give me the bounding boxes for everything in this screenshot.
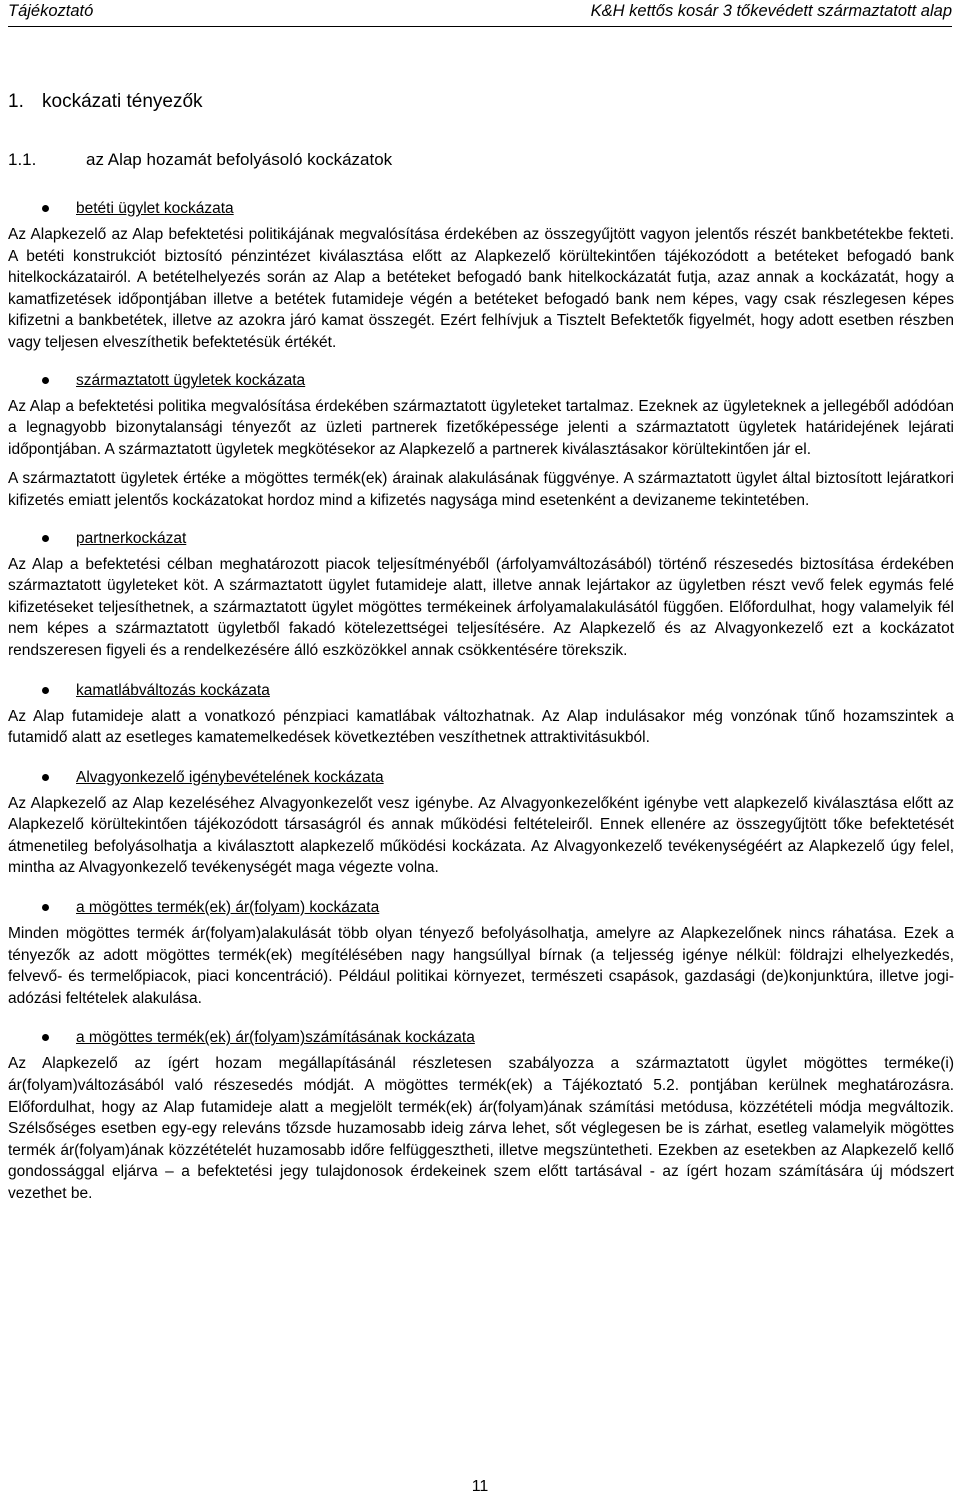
paragraph: Az Alap a befektetési politika megvalósítása érdekében származtatott ügyleteket tartalmaz. Ezeknek az ügyleteknek a jellegéből adódóan a legnagyobb bizonytalansági tényezőt az üzleti partnerek fizetőképessége jelenti a származtatott ügyletek határidejének lejárati időpontjában. A származtatott ügyletek megkötésekor az Alapkezelő a partnerek kiválasztásakor körültekintően jár el. [8,397,954,458]
paragraph: Az Alap a befektetési célban meghatározott piacok teljesítményéből (árfolyamváltozásából) történő részesedés biztosítása érdekében származtatott ügyleteket köt. A származtatott ügylet futamideje alatt, illetve annak lejártakor az ügyletben részt vevő felek egymás felé kifizetéseket teljesíthetnek, a származtatott ügylet mögöttes termékeinek árfolyamalakulásától függően. Előfordulhat, hogy valamelyik fél nem képes a származtatott ügyletből fakadó kötelezettségei teljesítésére. Az Alapkezelő és az Alvagyonkezelő ezt a kockázatot rendszeresen figyeli és a rendelkezésére álló eszközökkel annak csökkentésére törekszik. [8,555,954,659]
risk-section-deposit [8,198,954,354]
risk-title: partnerkockázat [76,529,187,547]
section-heading-number: 1. [8,91,24,112]
bullet-icon [42,205,49,212]
section-heading-text: kockázati tényezők [42,91,203,112]
paragraph: A származtatott ügyletek értéke a mögöttes termék(ek) árainak alakulásának függvénye. A származtatott ügylet által biztosított lejáratkori kifizetés emiatt jelentős kockázatokat hordoz mind a kifizetés nagysága mind esetenként a devizaneme tekintetében. [8,470,954,509]
risk-section-counterparty [8,528,954,662]
bullet-item [8,897,954,919]
bullet-icon [42,377,49,384]
bullet-item [8,370,954,392]
header-document-type: Tájékoztató [8,2,94,20]
risk-section-derivatives [8,370,954,512]
page-number: 11 [471,1478,489,1495]
subsection-heading-number: 1.1. [8,150,37,169]
risk-section-price-calculation [8,1027,954,1204]
subsection-heading [8,150,392,170]
section-heading [8,91,203,113]
bullet-icon [42,774,49,781]
risk-title: a mögöttes termék(ek) ár(folyam)számításának kockázata [76,1029,475,1047]
paragraph: Az Alapkezelő az Alap befektetési politikájának megvalósítása érdekében az összegyűjtött vagyon jelentős részét bankbetétekbe fekteti. A betéti konstrukciót biztosító pénzintézet kiválasztása előtt az Alapkezelő körültekintően tájékozódott a betéteket befogadó bank hitelkockázatairól. A betételhelyezés során az Alap a betéteket befogadó bank hitelkockázatát futja, azaz annak a kockázatát, hogy a kamatfizetések időpontjában illetve a betétek futamideje végén a betéteket befogadó bank nem képes, vagy csak részlegesen képes kifizetni a bankbetétek, illetve az azokra járó kamat összegét. Ezért felhívjuk a Tisztelt Befektetők figyelmét, hogy adott esetben részben vagy teljesen elveszíthetik befektetésük értékét. [8,226,954,351]
bullet-item [8,767,954,789]
risk-section-sub-manager [8,767,954,879]
page-header [8,0,952,27]
risk-title: Alvagyonkezelő igénybevételének kockázata [76,768,384,786]
paragraph: Minden mögöttes termék ár(folyam)alakulását több olyan tényező befolyásolhatja, amelyre az Alapkezelőnek nincs ráhatása. Ezek a tényezők az adott mögöttes termék(ek) megítélésében nagy hangsúllyal bírnak (a teljesség igénye nélkül: földrajzi elhelyezkedés, felvevő- és termelőpiacok, piaci koncentráció). Például politikai környezet, természeti csapások, gazdasági (de)konjunktúra, illetve jogi-adózási feltételek alakulása. [8,925,954,1007]
header-fund-name: K&H kettős kosár 3 tőkevédett származtatott alap [590,2,952,20]
risk-section-underlying-price [8,897,954,1009]
paragraph: Az Alap futamideje alatt a vonatkozó pénzpiaci kamatlábak változhatnak. Az Alap indulásakor még vonzónak tűnő hozamszintek a futamidő alatt az esetleges kamatemelkedések következtében veszíthetnek attraktivitásukból. [8,707,954,747]
risk-title: a mögöttes termék(ek) ár(folyam) kockázata [76,899,380,917]
bullet-item [8,528,954,550]
risk-title: származtatott ügyletek kockázata [76,371,306,389]
paragraph: Az Alapkezelő az Alap kezeléséhez Alvagyonkezelőt vesz igénybe. Az Alvagyonkezelőként igénybe vett alapkezelő kiválasztása előtt az Alapkezelő körültekintően tájékozódott társaságról és annak működési feltételeiről. Ennek ellenére az összegyűjtött tőke befektetését átmenetileg befolyásolhatja a kiválasztott alapkezelő működési kockázata. Az Alvagyonkezelő tevékenységéért az Alapkezelő úgy felel, mintha az Alvagyonkezelő tevékenységét maga végezte volna. [8,794,954,877]
bullet-item [8,680,954,702]
paragraph: Az Alapkezelő az ígért hozam megállapításánál részletesen szabályozza a származtatott ügylet mögöttes terméke(i) ár(folyam)változásából való részesedés módját. A mögöttes termék(ek) a Tájékoztató 5.2. pontjában kerülnek meghatározásra. Előfordulhat, hogy az Alap futamideje alatt a megjelölt termék(ek) ár(folyam)ának számítási metódusa, közzétételi módja megváltozik. Szélsőséges esetben egy-egy releváns tőzsde huzamosabb ideig zárva lehet, sőt véglegesen be is zárhat, esetleg valamelyik mögöttes termék ár(folyam)ának közzétételét huzamosabb időre felfüggesztheti, illetve megszüntetheti. Ezekben az esetekben az Alapkezelő kellő gondossággal eljárva – a befektetési jegy tulajdonosok érdekeinek szem előtt tartásával - az ígért hozam számítására új módszert vezethet be. [8,1055,954,1202]
risk-section-interest-rate [8,680,954,749]
subsection-heading-text: az Alap hozamát befolyásoló kockázatok [86,150,393,169]
bullet-icon [42,904,49,911]
bullet-item [8,198,954,220]
bullet-icon [42,1034,49,1041]
bullet-item [8,1027,954,1049]
document-body [8,198,954,1205]
risk-title: kamatlábváltozás kockázata [76,681,270,699]
bullet-icon [42,535,49,542]
risk-title: betéti ügylet kockázata [76,200,234,217]
bullet-icon [42,687,49,694]
